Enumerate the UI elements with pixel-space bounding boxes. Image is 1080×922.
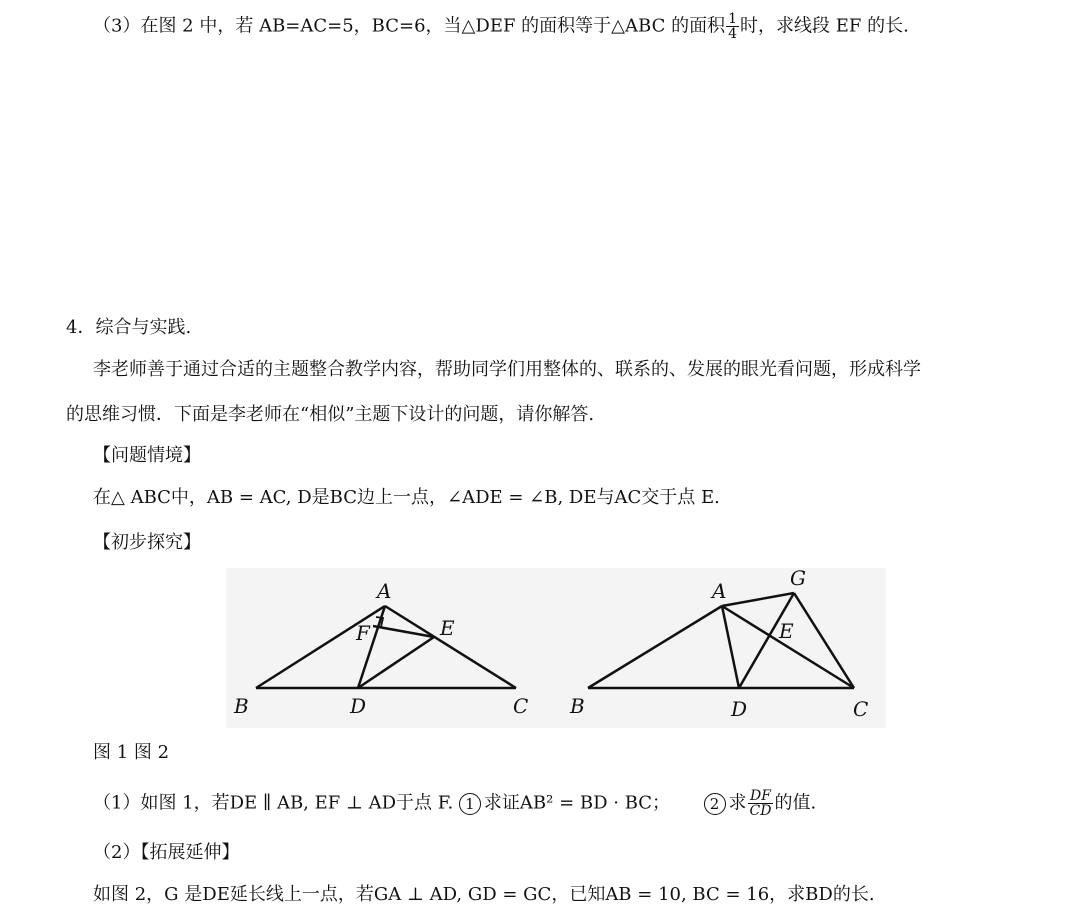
q4-intro-line1: 李老师善于通过合适的主题整合教学内容，帮助同学们用整体的、联系的、发展的眼光看问题，形成科学 [93,359,921,380]
fig1-label-f: F [356,621,370,645]
part2-text: 如图 2，G 是DE延长线上一点，若GA ⊥ AD, GD = GC，已知AB = 10, BC = 16，求BD的长. [93,884,875,905]
fig2-label-a: A [712,579,727,603]
part1-text-c: 求 [728,792,747,814]
q4-title: 4．综合与实践. [66,317,192,338]
part1-text-d: 的值. [774,792,817,814]
circled-number-1: 1 [459,793,481,815]
q3-suffix: 时，求线段 EF 的长. [740,15,909,37]
part2-heading: （2）【拓展延伸】 [93,842,240,863]
fig2-label-d: D [731,697,748,721]
circled-number-2: 2 [704,793,726,815]
fig2-label-c: C [853,697,869,721]
q3-prefix: （3）在图 2 中，若 AB=AC=5，BC=6，当△DEF 的面积等于△ABC 的面积 [93,15,726,37]
context-heading: 【问题情境】 [93,445,201,466]
df-cd-fraction: $\frac{DF}{CD}$ [749,788,772,819]
part1-text-b: 求证AB² = BD · BC； [483,792,671,814]
context-text: 在△ ABC中，AB = AC, D是BC边上一点，∠ADE = ∠B, DE与AC交于点 E. [93,487,720,508]
fig1-label-d: D [350,694,367,718]
q4-intro-line2: 的思维习惯．下面是李老师在“相似”主题下设计的问题，请你解答. [66,404,595,425]
figure-caption: 图 1 图 2 [93,742,170,763]
figure-background [226,568,886,728]
part1-line [93,789,816,818]
explore-heading: 【初步探究】 [93,532,201,553]
fig2-label-e: E [779,619,794,643]
geometry-figures [226,568,886,728]
fig1-label-c: C [513,694,529,718]
q3-line [93,12,909,41]
fig1-label-a: A [377,579,392,603]
part1-text-a: （1）如图 1，若DE ∥ AB, EF ⊥ AD于点 F. [93,792,454,814]
fig1-label-b: B [234,694,249,718]
fig1-label-e: E [440,616,455,640]
fig2-label-g: G [790,568,806,590]
q3-fraction: $\frac{1}{4}$ [728,11,737,42]
fig2-label-b: B [570,694,585,718]
